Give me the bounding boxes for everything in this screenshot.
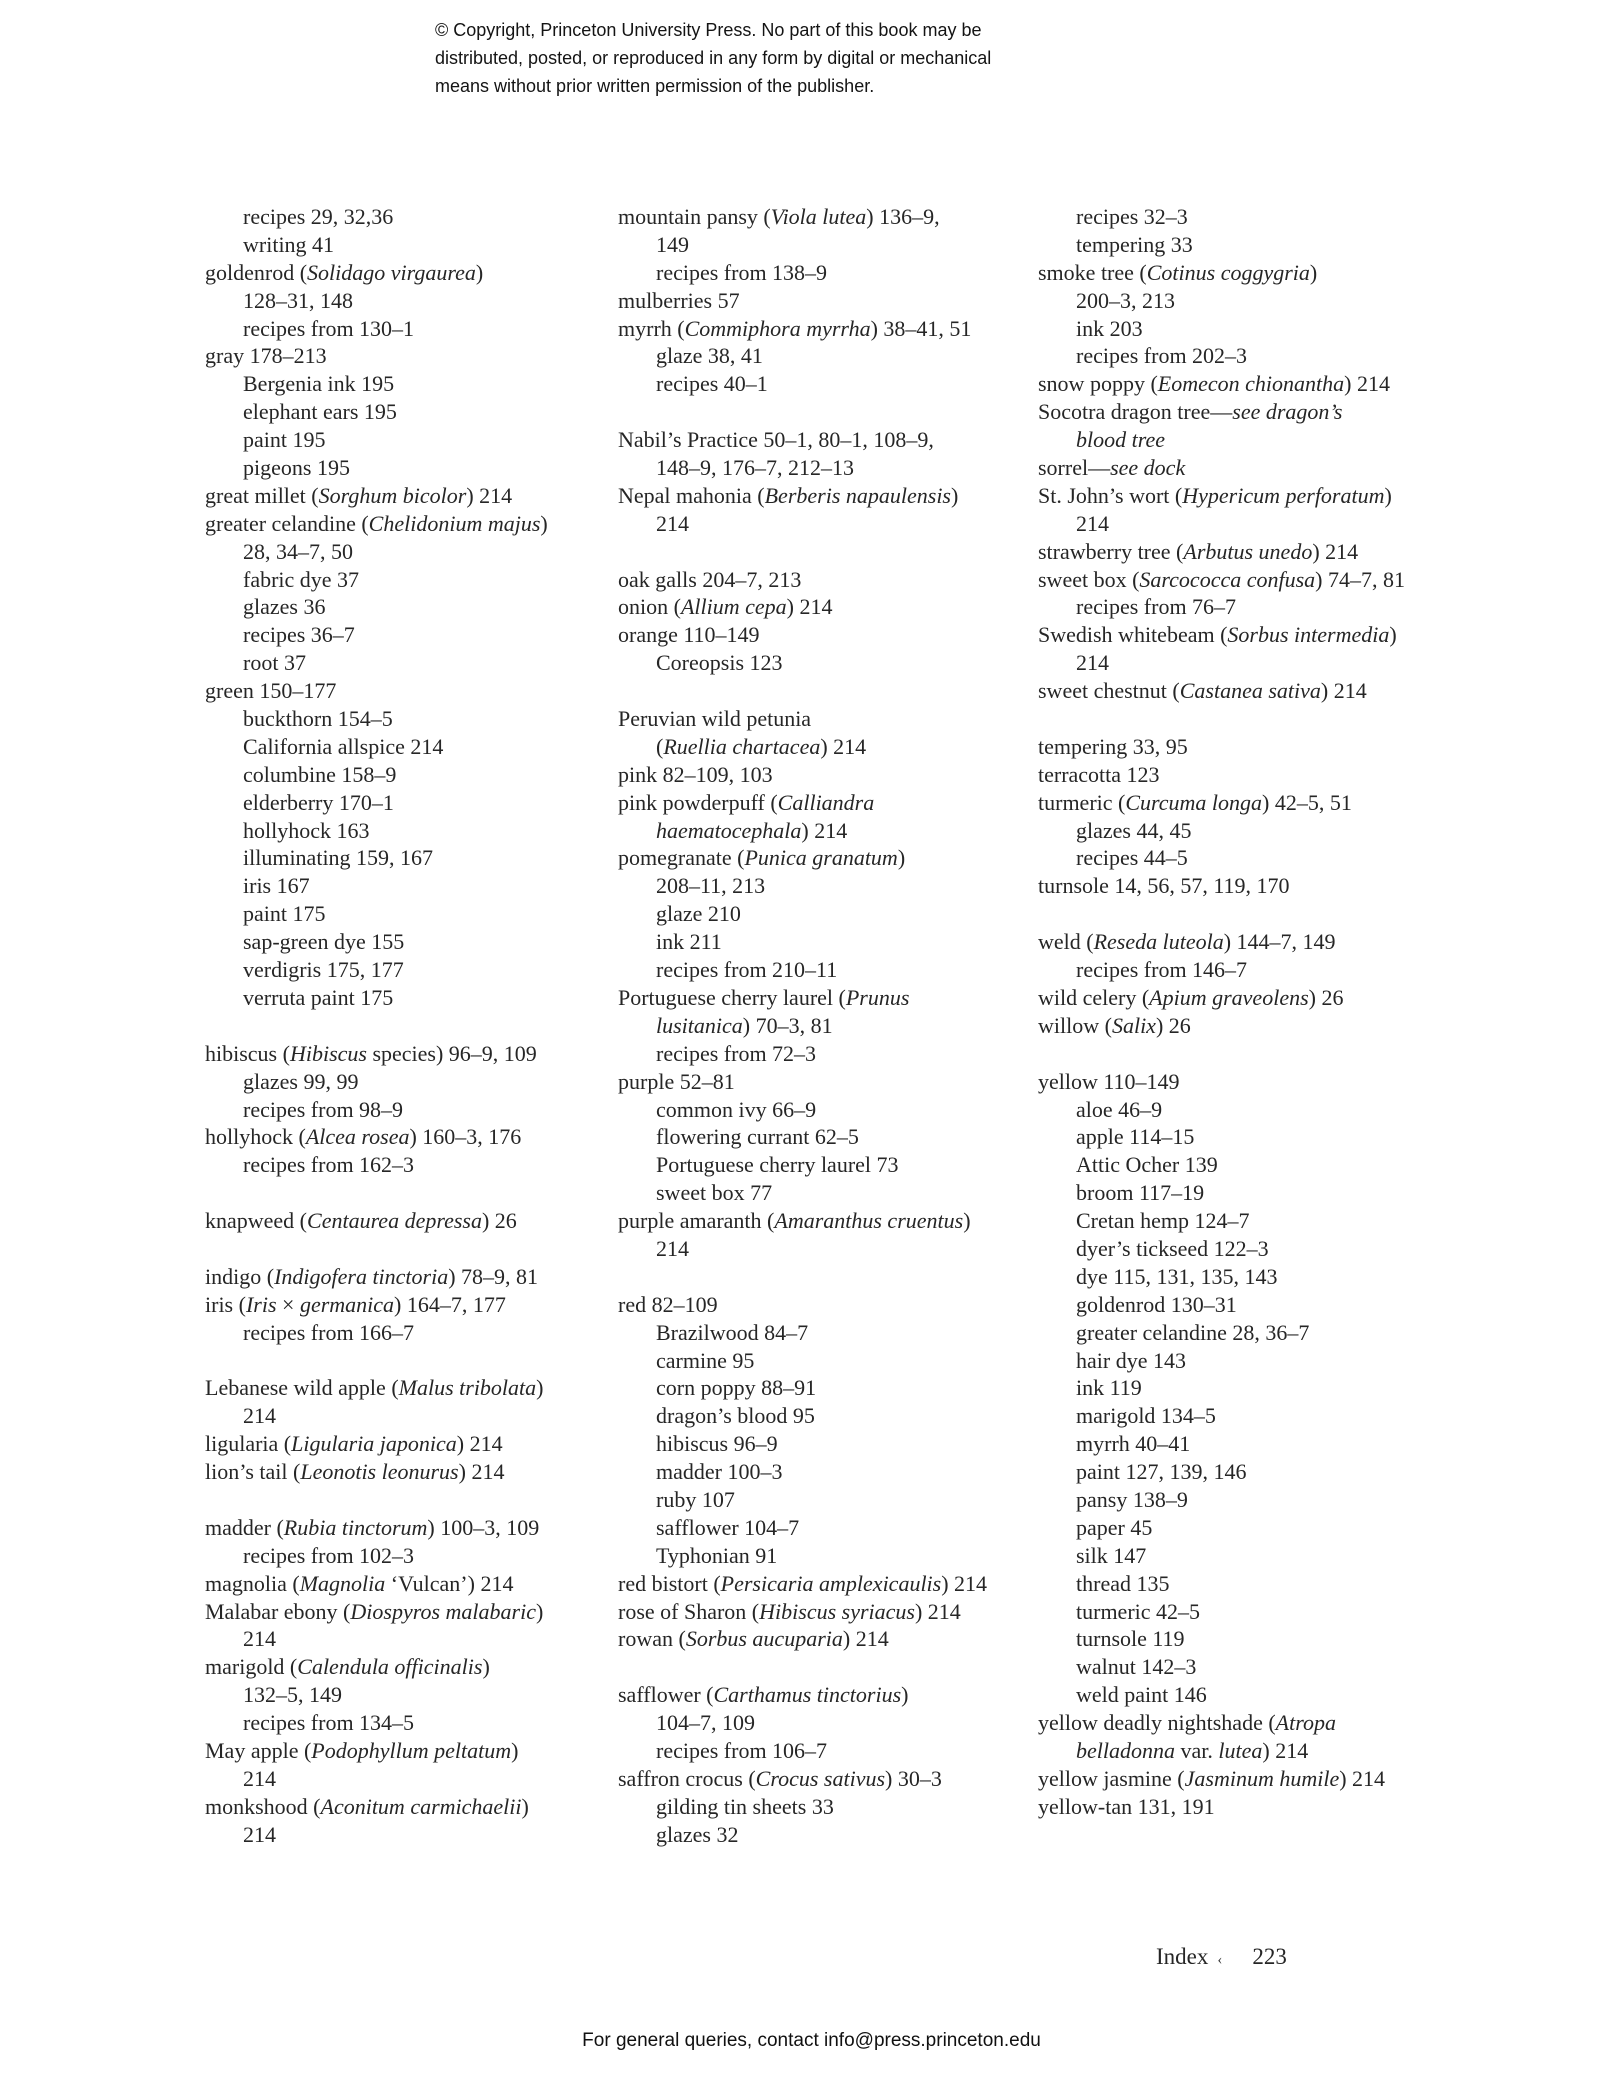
- index-line: 148–9, 176–7, 212–13: [656, 455, 854, 481]
- index-line: indigo (Indigofera tinctoria) 78–9, 81: [205, 1263, 539, 1289]
- contact-line: For general queries, contact info@press.princeton.edu: [582, 2030, 1041, 2051]
- index-line: 208–11, 213: [656, 873, 766, 899]
- index-column: [1038, 203, 1452, 1821]
- page-number: 223: [1252, 1944, 1287, 1969]
- index-line: 214: [243, 1765, 276, 1791]
- index-line: St. John’s wort (Hypericum perforatum): [1038, 482, 1392, 508]
- index-line: saffron crocus (Crocus sativus) 30–3: [618, 1765, 942, 1791]
- index-line: willow (Salix) 26: [1038, 1012, 1191, 1038]
- index-line: ink 211: [656, 929, 722, 955]
- index-line: recipes from 146–7: [1076, 957, 1248, 983]
- index-line: recipes 44–5: [1076, 845, 1188, 871]
- index-line: walnut 142–3: [1076, 1654, 1197, 1680]
- index-line: recipes from 72–3: [656, 1040, 817, 1066]
- index-line: goldenrod 130–31: [1076, 1291, 1237, 1317]
- index-line: Portuguese cherry laurel (Prunus: [618, 984, 910, 1010]
- index-line: 214: [1076, 650, 1109, 676]
- index-line: myrrh 40–41: [1076, 1431, 1191, 1457]
- index-line: recipes from 102–3: [243, 1542, 415, 1568]
- copyright-line: means without prior written permission of the publisher.: [435, 76, 875, 96]
- index-line: wild celery (Apium graveolens) 26: [1038, 984, 1344, 1010]
- index-line: illuminating 159, 167: [243, 845, 434, 871]
- index-line: belladonna var. lutea) 214: [1076, 1737, 1309, 1763]
- index-line: flowering currant 62–5: [656, 1124, 859, 1150]
- index-line: weld paint 146: [1076, 1682, 1207, 1708]
- index-line: 214: [656, 1235, 689, 1261]
- index-line: fabric dye 37: [243, 566, 360, 592]
- index-line: buckthorn 154–5: [243, 706, 393, 732]
- index-blank-line: [618, 677, 1032, 705]
- index-line: pomegranate (Punica granatum): [618, 845, 906, 871]
- index-line: recipes from 202–3: [1076, 343, 1248, 369]
- index-line: Nabil’s Practice 50–1, 80–1, 108–9,: [618, 427, 934, 453]
- index-line: 132–5, 149: [243, 1682, 342, 1708]
- index-blank-line: [205, 1179, 619, 1207]
- index-line: gilding tin sheets 33: [656, 1793, 834, 1819]
- index-line: purple 52–81: [618, 1068, 735, 1094]
- index-line: madder (Rubia tinctorum) 100–3, 109: [205, 1514, 540, 1540]
- index-line: iris 167: [243, 873, 310, 899]
- index-line: Bergenia ink 195: [243, 371, 395, 397]
- index-line: yellow 110–149: [1038, 1068, 1180, 1094]
- index-line: lusitanica) 70–3, 81: [656, 1012, 833, 1038]
- index-line: Socotra dragon tree—see dragon’s: [1038, 399, 1343, 425]
- index-line: 149: [656, 231, 689, 257]
- index-line: 104–7, 109: [656, 1710, 755, 1736]
- index-line: California allspice 214: [243, 733, 444, 759]
- index-line: green 150–177: [205, 678, 337, 704]
- index-line: iris (Iris × germanica) 164–7, 177: [205, 1291, 506, 1317]
- index-line: sweet box (Sarcococca confusa) 74–7, 81: [1038, 566, 1405, 592]
- index-line: turmeric 42–5: [1076, 1598, 1201, 1624]
- index-line: aloe 46–9: [1076, 1096, 1163, 1122]
- index-line: verdigris 175, 177: [243, 957, 404, 983]
- index-blank-line: [205, 1347, 619, 1375]
- index-line: pansy 138–9: [1076, 1486, 1188, 1512]
- index-line: columbine 158–9: [243, 761, 397, 787]
- index-line: rowan (Sorbus aucuparia) 214: [618, 1626, 889, 1652]
- footer-section-label: Index: [1156, 1944, 1209, 1969]
- index-line: recipes from 134–5: [243, 1710, 415, 1736]
- index-line: blood tree: [1076, 427, 1165, 453]
- index-line: lion’s tail (Leonotis leonurus) 214: [205, 1459, 505, 1485]
- index-line: pink powderpuff (Calliandra: [618, 789, 875, 815]
- index-line: madder 100–3: [656, 1459, 783, 1485]
- index-line: Peruvian wild petunia: [618, 706, 812, 732]
- index-line: Typhonian 91: [656, 1542, 778, 1568]
- index-blank-line: [205, 1235, 619, 1263]
- index-line: corn poppy 88–91: [656, 1375, 817, 1401]
- index-line: ink 119: [1076, 1375, 1142, 1401]
- index-line: turnsole 14, 56, 57, 119, 170: [1038, 873, 1290, 899]
- index-line: snow poppy (Eomecon chionantha) 214: [1038, 371, 1390, 397]
- index-line: paper 45: [1076, 1514, 1153, 1540]
- index-line: sweet chestnut (Castanea sativa) 214: [1038, 678, 1367, 704]
- index-line: Attic Ocher 139: [1076, 1152, 1218, 1178]
- index-line: goldenrod (Solidago virgaurea): [205, 259, 484, 285]
- index-line: strawberry tree (Arbutus unedo) 214: [1038, 538, 1359, 564]
- index-line: recipes from 98–9: [243, 1096, 404, 1122]
- index-column: [205, 203, 619, 1849]
- index-line: glazes 44, 45: [1076, 817, 1192, 843]
- index-line: apple 114–15: [1076, 1124, 1195, 1150]
- index-line: recipes 40–1: [656, 371, 768, 397]
- index-line: paint 175: [243, 901, 326, 927]
- index-line: recipes from 210–11: [656, 957, 838, 983]
- index-line: greater celandine (Chelidonium majus): [205, 510, 548, 536]
- index-column: [618, 203, 1032, 1849]
- index-line: verruta paint 175: [243, 984, 394, 1010]
- index-line: mountain pansy (Viola lutea) 136–9,: [618, 204, 940, 229]
- index-line: tempering 33, 95: [1038, 733, 1188, 759]
- index-line: hollyhock (Alcea rosea) 160–3, 176: [205, 1124, 522, 1150]
- index-line: red bistort (Persicaria amplexicaulis) 214: [618, 1570, 988, 1596]
- index-line: myrrh (Commiphora myrrha) 38–41, 51: [618, 315, 972, 341]
- index-line: turnsole 119: [1076, 1626, 1185, 1652]
- index-blank-line: [618, 1263, 1032, 1291]
- index-blank-line: [205, 1012, 619, 1040]
- index-line: terracotta 123: [1038, 761, 1160, 787]
- index-line: ligularia (Ligularia japonica) 214: [205, 1431, 503, 1457]
- index-line: recipes from 138–9: [656, 259, 828, 285]
- index-line: carmine 95: [656, 1347, 755, 1373]
- index-line: safflower (Carthamus tinctorius): [618, 1682, 909, 1708]
- index-blank-line: [1038, 900, 1452, 928]
- index-line: root 37: [243, 650, 306, 676]
- copyright-line: © Copyright, Princeton University Press. No part of this book may be: [435, 20, 982, 40]
- index-line: pigeons 195: [243, 455, 350, 481]
- index-line: hibiscus 96–9: [656, 1431, 778, 1457]
- index-line: monkshood (Aconitum carmichaelii): [205, 1793, 529, 1819]
- index-line: 214: [656, 510, 689, 536]
- index-line: greater celandine 28, 36–7: [1076, 1319, 1310, 1345]
- index-line: 214: [243, 1626, 276, 1652]
- index-line: Coreopsis 123: [656, 650, 783, 676]
- index-blank-line: [618, 538, 1032, 566]
- index-line: May apple (Podophyllum peltatum): [205, 1737, 519, 1763]
- index-line: recipes 36–7: [243, 622, 355, 648]
- index-line: recipes 32–3: [1076, 204, 1188, 229]
- index-line: 214: [243, 1821, 276, 1847]
- index-line: dye 115, 131, 135, 143: [1076, 1263, 1278, 1289]
- index-line: Brazilwood 84–7: [656, 1319, 809, 1345]
- index-line: yellow jasmine (Jasminum humile) 214: [1038, 1765, 1386, 1791]
- index-line: ruby 107: [656, 1486, 735, 1512]
- index-line: recipes from 162–3: [243, 1152, 415, 1178]
- index-line: smoke tree (Cotinus coggygria): [1038, 259, 1318, 285]
- index-line: thread 135: [1076, 1570, 1170, 1596]
- index-line: dragon’s blood 95: [656, 1403, 815, 1429]
- index-line: glazes 99, 99: [243, 1068, 359, 1094]
- index-line: hair dye 143: [1076, 1347, 1186, 1373]
- index-line: tempering 33: [1076, 231, 1193, 257]
- index-line: recipes from 166–7: [243, 1319, 415, 1345]
- index-line: knapweed (Centaurea depressa) 26: [205, 1208, 517, 1234]
- chevron-left-icon: ‹: [1217, 1952, 1223, 1968]
- index-line: 214: [243, 1403, 276, 1429]
- index-line: yellow deadly nightshade (Atropa: [1038, 1710, 1336, 1736]
- index-line: onion (Allium cepa) 214: [618, 594, 833, 620]
- index-line: magnolia (Magnolia ‘Vulcan’) 214: [205, 1570, 514, 1596]
- index-line: recipes from 130–1: [243, 315, 415, 341]
- index-line: sweet box 77: [656, 1180, 773, 1206]
- index-line: paint 127, 139, 146: [1076, 1459, 1247, 1485]
- index-line: Swedish whitebeam (Sorbus intermedia): [1038, 622, 1397, 648]
- index-line: glaze 38, 41: [656, 343, 763, 369]
- index-line: safflower 104–7: [656, 1514, 800, 1540]
- index-line: glazes 36: [243, 594, 326, 620]
- index-line: purple amaranth (Amaranthus cruentus): [618, 1208, 971, 1234]
- index-line: 214: [1076, 510, 1109, 536]
- copyright-line: distributed, posted, or reproduced in any form by digital or mechanical: [435, 48, 992, 68]
- index-line: elephant ears 195: [243, 399, 397, 425]
- index-line: writing 41: [243, 231, 335, 257]
- index-line: yellow-tan 131, 191: [1038, 1793, 1215, 1819]
- index-line: 128–31, 148: [243, 287, 353, 313]
- index-line: sap-green dye 155: [243, 929, 405, 955]
- index-line: common ivy 66–9: [656, 1096, 817, 1122]
- index-line: dyer’s tickseed 122–3: [1076, 1235, 1269, 1261]
- index-line: oak galls 204–7, 213: [618, 566, 802, 592]
- index-line: gray 178–213: [205, 343, 327, 369]
- index-line: 200–3, 213: [1076, 287, 1175, 313]
- index-line: red 82–109: [618, 1291, 718, 1317]
- index-line: weld (Reseda luteola) 144–7, 149: [1038, 929, 1336, 955]
- index-blank-line: [1038, 705, 1452, 733]
- index-line: haematocephala) 214: [656, 817, 848, 843]
- index-line: great millet (Sorghum bicolor) 214: [205, 482, 513, 508]
- index-line: (Ruellia chartacea) 214: [656, 733, 867, 759]
- index-line: hollyhock 163: [243, 817, 370, 843]
- index-line: ink 203: [1076, 315, 1143, 341]
- index-blank-line: [205, 1486, 619, 1514]
- index-line: Nepal mahonia (Berberis napaulensis): [618, 482, 959, 508]
- index-line: recipes 29, 32,36: [243, 204, 394, 229]
- index-line: mulberries 57: [618, 287, 740, 313]
- index-line: recipes from 76–7: [1076, 594, 1237, 620]
- index-line: rose of Sharon (Hibiscus syriacus) 214: [618, 1598, 961, 1624]
- index-blank-line: [618, 398, 1032, 426]
- index-line: Portuguese cherry laurel 73: [656, 1152, 899, 1178]
- copyright-notice: [435, 16, 991, 100]
- index-line: orange 110–149: [618, 622, 760, 648]
- index-blank-line: [618, 1653, 1032, 1681]
- index-line: glaze 210: [656, 901, 741, 927]
- index-line: 28, 34–7, 50: [243, 538, 353, 564]
- index-line: turmeric (Curcuma longa) 42–5, 51: [1038, 789, 1352, 815]
- index-line: hibiscus (Hibiscus species) 96–9, 109: [205, 1040, 537, 1066]
- index-line: marigold (Calendula officinalis): [205, 1654, 490, 1680]
- index-line: glazes 32: [656, 1821, 739, 1847]
- index-line: marigold 134–5: [1076, 1403, 1216, 1429]
- index-line: recipes from 106–7: [656, 1737, 828, 1763]
- index-line: silk 147: [1076, 1542, 1147, 1568]
- index-line: Malabar ebony (Diospyros malabaric): [205, 1598, 544, 1624]
- index-line: Lebanese wild apple (Malus tribolata): [205, 1375, 544, 1401]
- running-footer: [1156, 1944, 1287, 1970]
- index-line: Cretan hemp 124–7: [1076, 1208, 1250, 1234]
- index-line: elderberry 170–1: [243, 789, 394, 815]
- index-line: paint 195: [243, 427, 326, 453]
- index-line: sorrel—see dock: [1038, 455, 1186, 481]
- index-line: pink 82–109, 103: [618, 761, 773, 787]
- index-blank-line: [1038, 1040, 1452, 1068]
- index-line: broom 117–19: [1076, 1180, 1205, 1206]
